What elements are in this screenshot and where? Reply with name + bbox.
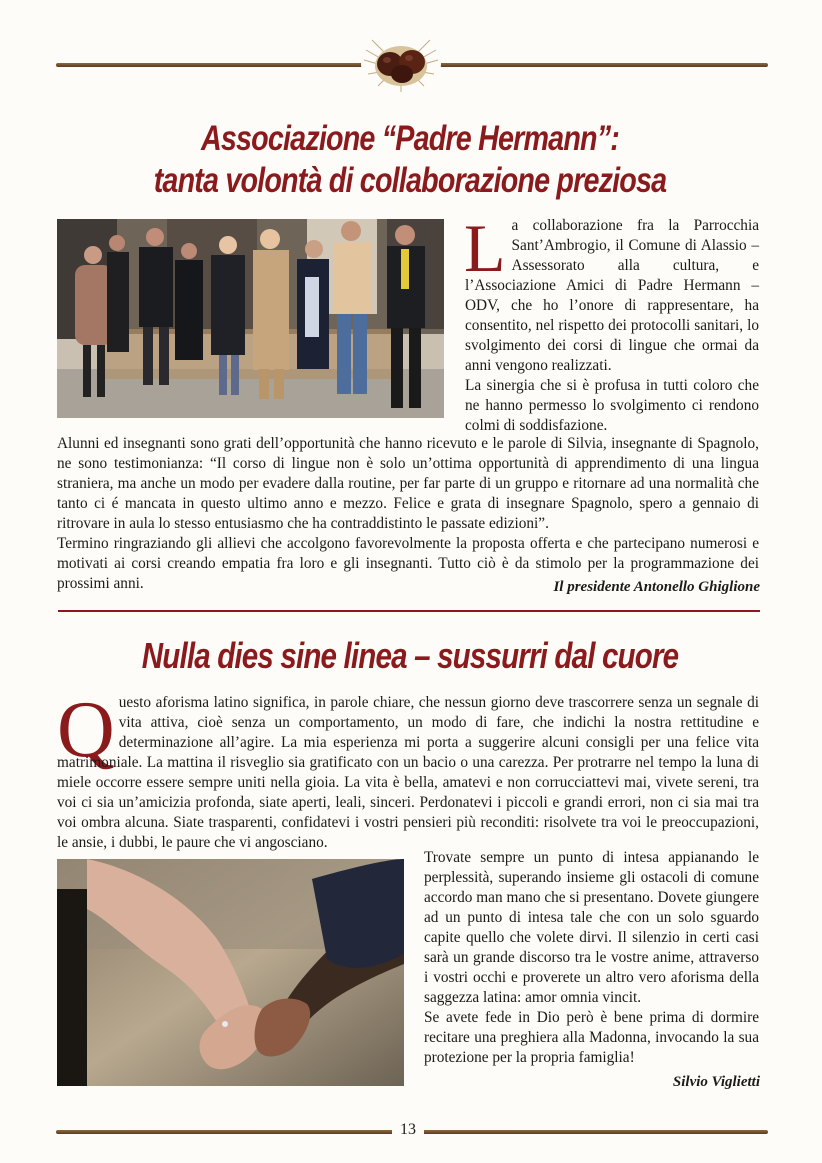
article1-title-line2: tanta volontà di collaborazione preziosa — [153, 161, 667, 200]
group-photo — [57, 219, 444, 418]
article1-title-line1: Associazione “Padre Hermann”: — [200, 119, 620, 158]
article1-para3: Termino ringraziando gli allievi che accolgono favorevolmente la proposta offerta e che partecipano numerosi e motivati ai corsi creando empatia fra loro e gli insegnanti. Tutto ciò è da stimolo per la programmazione dei prossimi anni. — [57, 535, 759, 592]
hands-photo — [57, 859, 404, 1086]
article1-body-bottom — [57, 434, 759, 594]
article1-body-top — [464, 210, 759, 436]
article2-para3: Se avete fede in Dio però è bene prima di dormire recitare una preghiera alla Madonna, invocando la sua protezione per la propria famiglia! — [424, 1009, 759, 1066]
article1-title — [123, 118, 697, 202]
article1-para1: La collaborazione fra la Parrocchia Sant’Ambrogio, il Comune di Alassio – Assessorato alla cultura, e l’Associazione Amici di Padre Hermann – ODV, che ho l’onore di rappresentare, ha consentito, nel rispetto dei protocolli sanitari, lo svolgimento dei corsi di lingue che ormai da anni vengono realizzati. — [464, 210, 759, 374]
chestnut-ornament — [358, 30, 444, 96]
article2-title: Nulla dies sine linea – sussurri dal cuore — [141, 635, 679, 676]
article2-body-right — [424, 848, 759, 1068]
article1-para2-rest: Alunni ed insegnanti sono grati dell’opportunità che hanno ricevuto e le parole di Silvia, insegnante di Spagnolo, ne sono testimonianza: “Il corso di lingue non è solo un’ottima opportunità di apprendimento di una lingua straniera, ma anche un modo per evadere dalla routine, per far parte di un gruppo e ritornare ad una normalità che tanto ci é mancata in questo ultimo anno e mezzo. Felice e grata di insegnare Spagnolo, spero a gennaio di ritrovare in aula lo stesso entusiasmo che ha contraddistinto le passate edizioni”. — [57, 435, 759, 532]
page-number: 13 — [392, 1121, 424, 1139]
article1-signature: Il presidente Antonello Ghiglione — [553, 579, 760, 595]
article1-para2-start: La sinergia che si è profusa in tutti coloro che ne hanno permesso lo svolgimento ci rendono colmi di soddisfazione. — [465, 377, 759, 434]
article1-dropcap: L — [464, 210, 506, 286]
article2-signature: Silvio Viglietti — [672, 1074, 760, 1090]
article2-para2: Trovate sempre un punto di intesa appianando le perplessità, superando insieme gli ostacoli di comune accordo man mano che si presentano. Dovete giungere ad un punto di intesa tale che con un solo sguardo capite quello che volete dirvi. Il silenzio in certi casi sarà un grande discorso tra le vostre anime, attraverso i vostri occhi e proverete un altro vero aforisma della saggezza latina: amor omnia vincit. — [424, 849, 759, 1006]
article2-para1: Questo aforisma latino significa, in parole chiare, che nessun giorno deve trascorrere senza un segnale di vita attiva, cioè senza un comportamento, un modo di fare, che indichi la nostra rettitudine e determinazione all’agire. La mia esperienza mi porta a suggerire alcuni consigli per una felice vita matrimoniale. La mattina il risveglio sia gratificato con un bacio o una carezza. Per protrarre nel tempo la luna di miele occorre essere sempre uniti nella gioia. La vita è bella, amatevi e non corrucciattevi mai, vivete sereni, tra voi ci sia un’amicizia profonda, siate aperti, leali, sinceri. Perdonatevi i piccoli e grandi errori, non ci sia mai tra voi ombra alcuna. Siate trasparenti, confidatevi i vostri pensieri più reconditi: risolvete tra voi le preoccupazioni, le ansie, i dubbi, le paure che vi angosciano. — [57, 686, 759, 851]
article2-body-top — [57, 686, 759, 853]
section-separator — [58, 610, 760, 612]
article2-dropcap: Q — [57, 686, 115, 774]
